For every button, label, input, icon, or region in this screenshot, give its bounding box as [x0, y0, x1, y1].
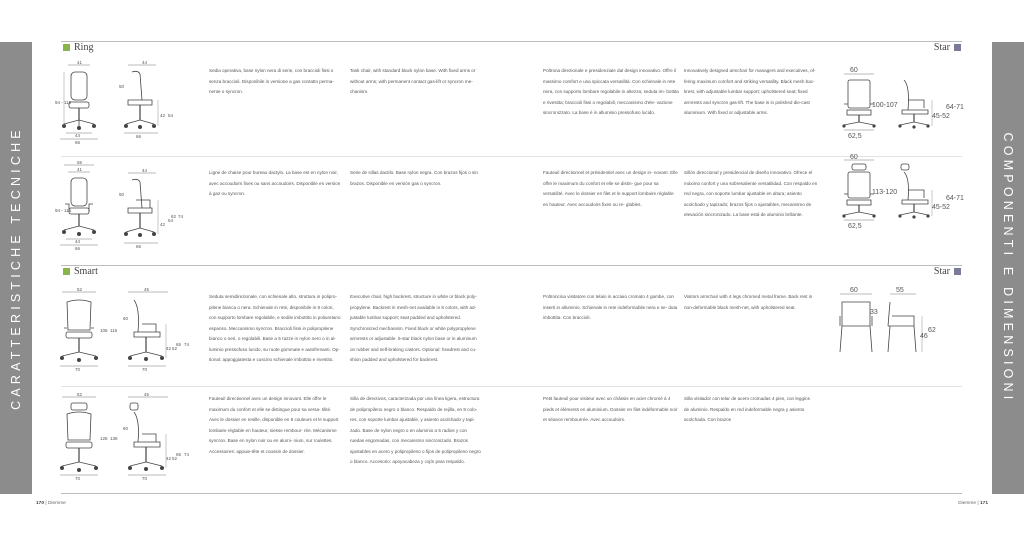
- smart-front-drawing-2: [56, 394, 120, 484]
- star-text-en: Innovatively designed armchair for managers and executives, of- fering maximum comfort and striking versatility. Black mesh bac- krest, with adjustable lumbar support; upholstered seat; fixed armrests and syncron gas-lift. The base is in polished die-cast aluminium. With fixed or adjustable arms.: [684, 68, 816, 115]
- svg-text:55: 55: [77, 160, 83, 165]
- svg-text:60: 60: [850, 67, 858, 74]
- smart-text-es: Silla de directivos, caracterizada por una línea ligera, estructura de polipropileno negro o blanco. Respaldo de rejilla, en 8 colo- res, con soporte lumbar ajustable, y asiento acolchado y tapi- zado. Base de nylon negro o en aluminio a 5 radios y con ruedas engomadas, con mecanismo sincronizado. Brazos ajustables en acero y polipropileno o fijos de polipropileno negro o blanco. Accesorio: apoyacabeza y cojín para respaldo.: [350, 396, 481, 464]
- svg-text:94 - 115: 94 - 115: [55, 208, 72, 213]
- svg-text:52: 52: [77, 287, 83, 292]
- svg-text:62: 62: [928, 327, 936, 334]
- star-visitor-text-es: Silla visitador con telar de acero cromadas 4 pies, con leggins de aluminio. Respaldo en red indeformable negra y asiento acolchada. Con brazos: [684, 396, 810, 422]
- svg-text:45: 45: [144, 287, 150, 292]
- smart-text-en: Executive chair, high backrest, structure in white or black poly- propylene. Backrest in mesh-net available in 8 colors, with ad- justable lumbar support; seat padded and upholstered. Synchronized mechanism. Fixed black or white polypropylene armrests or adjustable. 5-star black nylon base or in aluminum on rubber and self-braking castors. Optional: headrest and cu- shion padded and upholstered for backrest.: [350, 294, 477, 362]
- svg-text:70: 70: [75, 367, 81, 372]
- ring-side-drawing-2: [118, 170, 184, 256]
- svg-text:60: 60: [123, 316, 129, 321]
- svg-text:46: 46: [920, 333, 928, 340]
- svg-text:66: 66: [75, 140, 81, 145]
- star-visitor-text-it: Poltroncina visitatore con telaio in acciaio cromato 4 gambe, con inserti in alluminio. Schienale in rete indeformabile nera e se- duta imbottita. Con braccioli.: [543, 294, 678, 320]
- row-divider-1: [61, 156, 962, 157]
- section-star-top: [934, 42, 961, 53]
- green-square-icon: [63, 44, 70, 51]
- star-text-it: Poltrona direzionale e presidenziale dal design innovativo. Offre il massimo comfort e una spiccata versatilità. Con schienale in rete nera, con supporto lombare regolabile in altezza; seduta im- bottita e rivestita; braccioli fissi o regolabili, meccanismo d'ele- vazione sincronizzato. La base è in alluminio pressofuso lucido.: [543, 68, 679, 115]
- svg-text:62,5: 62,5: [848, 223, 862, 230]
- svg-text:41: 41: [77, 167, 83, 172]
- section-smart: [63, 266, 98, 277]
- star-visitor-text-en: Visitors armchair with 4 legs chromed metal frame. Back rest in non-deformable black mesh-net, with upholstered seat.: [684, 294, 813, 310]
- ring-text-es: Serie de sillas dactilo. Base nylon negra. Con brazos fijos o sin brazos. Disponible en versión gas o syncron.: [350, 170, 478, 186]
- right-sidebar: [992, 42, 1024, 494]
- star-visitor-text-fr: Petit fauteuil pour visiteur avec un châssis en acier chromé à 4 pieds et éléments en aluminium. Dossier en filet indéformable noir et séance rembourrée. Avec accoudoirs.: [543, 396, 678, 422]
- svg-text:44: 44: [75, 239, 81, 244]
- ring-front-drawing-2: [56, 162, 116, 254]
- ring-front-drawing-1: [56, 60, 116, 146]
- right-page-number: 171: [979, 501, 988, 506]
- svg-text:52: 52: [172, 346, 178, 351]
- svg-text:44: 44: [142, 168, 148, 173]
- svg-text:44: 44: [75, 133, 81, 138]
- svg-text:64-71: 64-71: [946, 104, 964, 111]
- svg-text:54: 54: [168, 113, 174, 118]
- footer-left: 170 | Diemme: [36, 501, 66, 506]
- left-sidebar-label: CARATTERISTICHE TECNICHE: [9, 126, 23, 410]
- svg-text:54: 54: [168, 218, 174, 223]
- ring-side-drawing-1: [118, 60, 178, 146]
- left-page-number: 170: [36, 501, 45, 506]
- row-divider-2: [61, 386, 962, 387]
- ring-text-it: Sedia operativa, base nylon nera di serie, con braccioli fissi o senza braccioli. Disponibile in versione a gas contatto perma- nente o syncron.: [209, 68, 334, 94]
- svg-text:45: 45: [144, 392, 150, 397]
- middle-rule: [61, 265, 962, 266]
- svg-text:106: 106: [100, 328, 108, 333]
- smart-text-it: Seduta semidirezionale, con schienale alto, struttura in polipro- pilene bianca o nera. Schienale in rete, disponibile in 8 colori, con supporto lombare regolabile, e sedile imbottito in poliuretano espanso. Meccanismo syncron. Braccioli fissi in polipropilene bianco o neri, o regolabili. Base a 5 razze in nylon nero o in al- luminio pressofuso lucido, su ruote gommate e autofrenanti. Op- tional: appoggiatesta e cuscino schienale imbottito e rivestito.: [209, 294, 341, 362]
- right-brand: Diemme: [958, 501, 977, 506]
- svg-text:66: 66: [75, 246, 81, 251]
- top-rule: [61, 41, 962, 42]
- svg-text:45-52: 45-52: [932, 113, 950, 120]
- svg-text:66: 66: [136, 244, 142, 249]
- svg-text:62: 62: [171, 214, 177, 219]
- bottom-rule: [61, 493, 962, 494]
- section-star-bottom-title: Star: [933, 266, 950, 277]
- svg-text:42: 42: [160, 113, 166, 118]
- left-brand: Diemme: [47, 501, 66, 506]
- svg-text:65: 65: [176, 452, 182, 457]
- star-exec-drawing-2: [838, 152, 970, 232]
- section-smart-title: Smart: [74, 266, 98, 277]
- svg-text:70: 70: [75, 476, 81, 481]
- svg-text:42: 42: [166, 456, 172, 461]
- svg-text:64-71: 64-71: [946, 195, 964, 202]
- star-text-fr: Fauteuil directionnel et présidentiel avec un design in- novant. Elle offre le maximum du confort et elle se distin- gue pour sa versatilité. Avec le dossier en filet et le support lombaire réglable en hauteur. Avec accoudoirs fixes ou re- glables.: [543, 170, 678, 207]
- svg-text:113-120: 113-120: [872, 189, 898, 196]
- right-sidebar-label: COMPONENTI E DIMENSIONI: [1001, 132, 1015, 404]
- star-text-es: Sillón direccional y presidencial de diseño innovativo. Ofrece el máximo confort y una sobresaliente versatilidad. Con respaldo en red negra, con soporte lumbar ajustable en altura; asiento acolchado y tapizado; brazos fijos o ajustables, mecanismo de elevación sincronizado. La base está de aluminio brillante.: [684, 170, 818, 217]
- svg-text:42: 42: [166, 346, 172, 351]
- svg-text:100-107: 100-107: [872, 102, 898, 109]
- svg-text:70: 70: [142, 367, 148, 372]
- svg-text:41: 41: [77, 60, 83, 65]
- svg-text:74: 74: [184, 452, 190, 457]
- svg-text:55: 55: [896, 287, 904, 294]
- svg-text:45-52: 45-52: [932, 204, 950, 211]
- smart-text-fr: Fauteuil directionnel avec un design innovant. Elle offre le maximum du confort et elle se distingue pour sa versa- tilité. Avec le dossier en resille, disponible en 8 couleurs et le support lombaire réglable en hauteur, siesse rembour- rée. Mécanisme syncron. Base en nylon noir ou en alumi- nium, sur roulettes. Accessoires: appuie-tête et coussin de dossier.: [209, 396, 339, 454]
- svg-text:60: 60: [850, 154, 858, 161]
- left-sidebar: [0, 42, 32, 494]
- ring-text-en: Task chair, with standard black nylon base. With fixed arms or without arms; with permanent contact gas-lift or syncron me- chanism.: [350, 68, 476, 94]
- svg-text:50: 50: [119, 192, 125, 197]
- section-ring: [63, 42, 93, 53]
- svg-text:62,5: 62,5: [848, 133, 862, 140]
- svg-text:52: 52: [77, 392, 83, 397]
- svg-text:50: 50: [119, 84, 125, 89]
- svg-text:116: 116: [110, 328, 118, 333]
- green-square-icon: [63, 268, 70, 275]
- svg-text:70: 70: [142, 476, 148, 481]
- svg-text:33: 33: [870, 309, 878, 316]
- smart-side-drawing-1: [124, 288, 194, 374]
- smart-front-drawing-1: [56, 288, 120, 374]
- svg-text:60: 60: [850, 287, 858, 294]
- purple-square-icon: [954, 44, 961, 51]
- section-ring-title: Ring: [74, 42, 94, 53]
- svg-text:74: 74: [178, 214, 184, 219]
- svg-text:42: 42: [160, 222, 166, 227]
- star-exec-drawing-1: [838, 64, 970, 142]
- section-star-top-title: Star: [933, 42, 950, 53]
- star-visitor-drawing: [834, 286, 964, 366]
- svg-text:52: 52: [172, 456, 178, 461]
- svg-text:138: 138: [110, 436, 118, 441]
- svg-text:65: 65: [176, 342, 182, 347]
- purple-square-icon: [954, 268, 961, 275]
- svg-text:94 - 115: 94 - 115: [55, 100, 72, 105]
- smart-side-drawing-2: [124, 394, 194, 484]
- svg-text:44: 44: [142, 60, 148, 65]
- svg-text:60: 60: [123, 426, 129, 431]
- svg-text:74: 74: [184, 342, 190, 347]
- section-star-bottom: [934, 266, 961, 277]
- ring-text-fr: Ligne de chaise pour bureau dactylo. La base est en nylon noir, avec accoudoirs fixes ou sans accoudoirs. Disponible en version à gaz ou syncron.: [209, 170, 341, 196]
- svg-text:66: 66: [136, 134, 142, 139]
- svg-text:128: 128: [100, 436, 108, 441]
- footer-right: Diemme | 171: [958, 501, 988, 506]
